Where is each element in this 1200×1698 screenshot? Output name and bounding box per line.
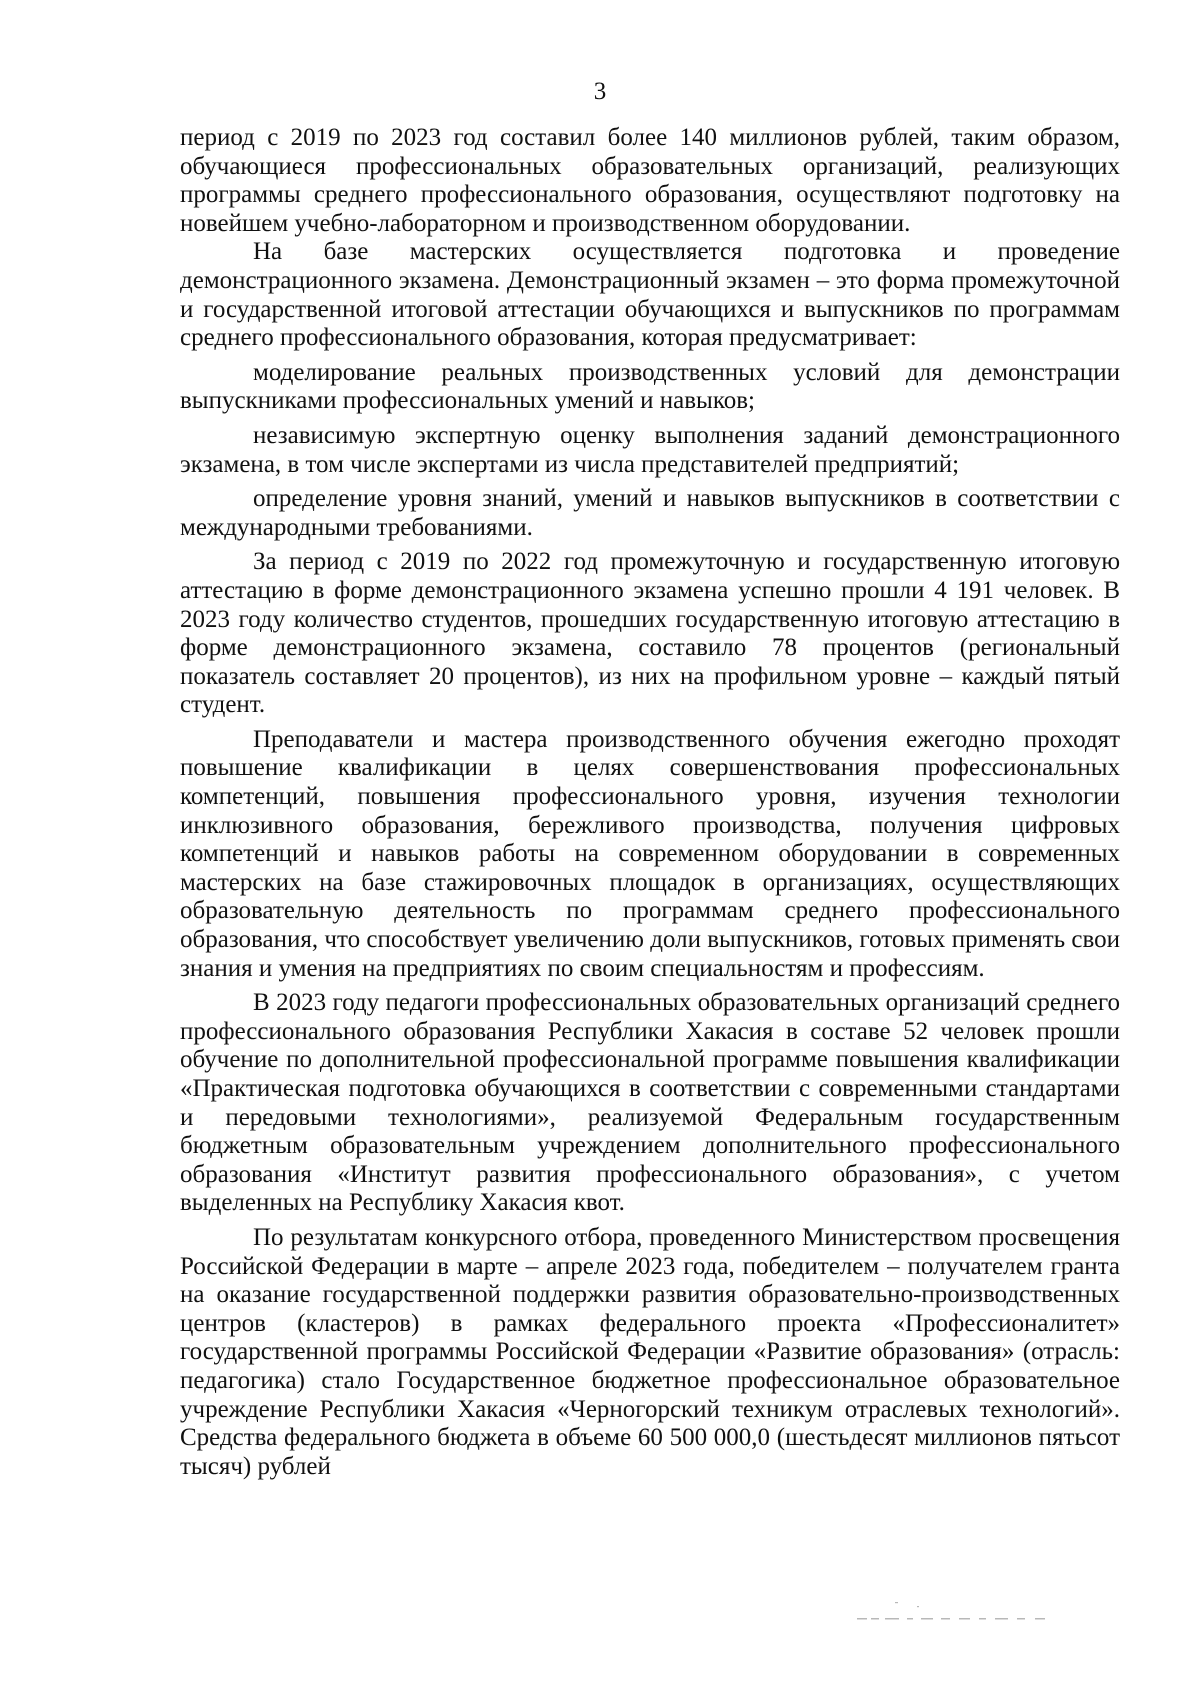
list-item-modeling: моделирование реальных производственных условий для демонстрации выпускниками профессиональных умений и навыков; xyxy=(180,358,1120,415)
paragraph-exam-results: За период с 2019 по 2022 год промежуточную и государственную итоговую аттестацию в форме демонстрационного экзамена успешно прошли 4 191 человек. В 2023 году количество студентов, прошедших государственную итоговую аттестацию в форме демонстрационного экзамена, составило 78 процентов (региональный показатель составляет 20 процентов), из них на профильном уровне – каждый пятый студент. xyxy=(180,548,1120,719)
paragraph-funding-continuation: период с 2019 по 2023 год составил более 140 миллионов рублей, таким образом, обучающиеся профессиональных образовательных организаций, реализующих программы среднего профессионального образования, осуществляют подготовку на новейшем учебно-лабораторном и производственном оборудовании. xyxy=(180,124,1120,237)
page-number: 3 xyxy=(593,78,607,105)
paragraph-2023-qualification: В 2023 году педагоги профессиональных образовательных организаций среднего профессионального образования Республики Хакасия в составе 52 человек прошли обучение по дополнительной профессиональной программе повышения квалификации «Практическая подготовка обучающихся в соответствии с современными стандартами и передовыми технологиями», реализуемой Федеральным государственным бюджетным образовательным учреждением дополнительного профессионального образования «Институт развития профессионального образования», с учетом выделенных на Республику Хакасия квот. xyxy=(180,989,1120,1217)
list-item-skill-level: определение уровня знаний, умений и навыков выпускников в соответствии с международными требованиями. xyxy=(180,485,1120,541)
document-body xyxy=(180,124,1120,1481)
list-item-expert-assessment: независимую экспертную оценку выполнения заданий демонстрационного экзамена, в том числе экспертами из числа представителей предприятий; xyxy=(180,421,1120,478)
paragraph-teacher-training: Преподаватели и мастера производственного обучения ежегодно проходят повышение квалификации в целях совершенствования профессиональных компетенций, повышения профессионального уровня, изучения технологии инклюзивного образования, бережливого производства, получения цифровых компетенций и навыков работы на современном оборудовании в современных мастерских на базе стажировочных площадок в организациях, осуществляющих образовательную деятельность по программам среднего профессионального образования, что способствует увеличению доли выпускников, готовых применять свои знания и умения на предприятиях по своим специальностям и профессиям. xyxy=(180,725,1120,982)
paragraph-demo-exam-intro: На базе мастерских осуществляется подготовка и проведение демонстрационного экзамена. Демонстрационный экзамен – это форма промежуточной и государственной итоговой аттестации обучающихся и выпускников по программам среднего профессионального образования, которая предусматривает: xyxy=(180,238,1120,352)
scan-artifact xyxy=(855,1596,1075,1626)
paragraph-grant-results: По результатам конкурсного отбора, проведенного Министерством просвещения Российской Федерации в марте – апреле 2023 года, победителем – получателем гранта на оказание государственной поддержки развития образовательно-производственных центров (кластеров) в рамках федерального проекта «Профессионалитет» государственной программы Российской Федерации «Развитие образования» (отрасль: педагогика) стало Государственное бюджетное профессиональное образовательное учреждение Республики Хакасия «Черногорский техникум отраслевых технологий». Средства федерального бюджета в объеме 60 500 000,0 (шестьдесят миллионов пятьсот тысяч) рублей xyxy=(180,1223,1120,1480)
